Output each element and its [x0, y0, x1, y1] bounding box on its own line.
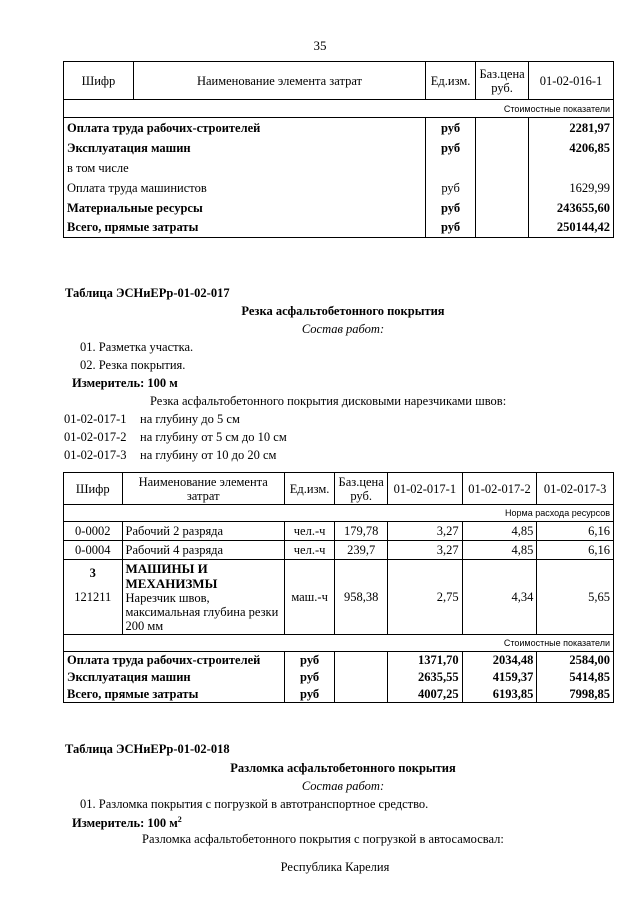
row-value: 1629,99	[529, 178, 614, 198]
measure-unit-sup: 2	[177, 815, 182, 824]
res-value-2: 4,85	[462, 522, 537, 541]
row-price	[476, 178, 529, 198]
row-unit: руб	[426, 138, 476, 158]
row-unit	[426, 158, 476, 178]
cost-unit: руб	[284, 686, 334, 703]
row-unit: руб	[426, 178, 476, 198]
works-title: Состав работ:	[301, 322, 385, 336]
measure-unit: Измеритель: 100 м	[72, 376, 178, 390]
header-rate-col: 01-02-016-1	[529, 62, 614, 100]
row-name: в том числе	[64, 158, 426, 178]
mach-value-3: 5,65	[537, 560, 614, 635]
header-code: Шифр	[64, 62, 134, 100]
mach-value-2: 4,34	[462, 560, 537, 635]
section-title-018: Разломка асфальтобетонного покрытия	[230, 761, 456, 775]
item-text: на глубину от 10 до 20 см	[140, 448, 277, 462]
res-value-2: 4,85	[462, 541, 537, 560]
measure-unit	[72, 815, 182, 831]
row-value	[529, 158, 614, 178]
mach-group-code: 3	[89, 566, 96, 580]
header-price: Баз.цена руб.	[476, 62, 529, 100]
res-value-1: 3,27	[388, 541, 463, 560]
page-number: 35	[313, 38, 327, 53]
mach-group-title: МАШИНЫ И МЕХАНИЗМЫ	[125, 561, 218, 591]
table-label-017: Таблица ЭСНиЕРр-01-02-017	[65, 286, 230, 300]
row-price	[476, 158, 529, 178]
row-price	[476, 138, 529, 158]
measure-unit-text: Измеритель: 100 м	[72, 816, 178, 831]
cost-value-2: 2034,48	[462, 652, 537, 669]
item-code: 01-02-017-3	[64, 448, 127, 462]
cost-value-1: 2635,55	[388, 669, 463, 686]
header-rate-1: 01-02-017-1	[388, 473, 463, 505]
res-unit: чел.-ч	[284, 522, 334, 541]
res-value-3: 6,16	[537, 541, 614, 560]
res-name: Рабочий 2 разряда	[122, 522, 284, 541]
work-item: 01. Разломка покрытия с погрузкой в автотранспортное средство.	[80, 797, 429, 811]
header-code: Шифр	[64, 473, 123, 505]
works-title: Состав работ:	[301, 779, 385, 793]
row-value: 4206,85	[529, 138, 614, 158]
page-footer: Республика Карелия	[280, 860, 390, 874]
mach-unit: маш.-ч	[284, 560, 334, 635]
header-name: Наименование элемента затрат	[122, 473, 284, 505]
section-resource-norms: Норма расхода ресурсов	[64, 505, 614, 522]
section-title-017: Резка асфальтобетонного покрытия	[241, 304, 445, 318]
row-unit: руб	[426, 198, 476, 218]
row-name: Оплата труда машинистов	[64, 178, 426, 198]
row-name: Всего, прямые затраты	[64, 218, 426, 238]
res-price: 179,78	[335, 522, 388, 541]
row-price	[476, 198, 529, 218]
work-item: 02. Резка покрытия.	[80, 358, 186, 372]
table-label-018: Таблица ЭСНиЕРр-01-02-018	[65, 742, 230, 756]
row-price	[476, 118, 529, 138]
mach-cell-code	[64, 560, 123, 635]
res-code: 0-0004	[64, 541, 123, 560]
cost-value-3: 5414,85	[537, 669, 614, 686]
cost-value-1: 4007,25	[388, 686, 463, 703]
description: Резка асфальтобетонного покрытия дисковыми нарезчиками швов:	[150, 394, 507, 408]
row-value: 2281,97	[529, 118, 614, 138]
cost-name: Эксплуатация машин	[64, 669, 285, 686]
res-value-3: 6,16	[537, 522, 614, 541]
cost-value-1: 1371,70	[388, 652, 463, 669]
row-value: 243655,60	[529, 198, 614, 218]
cost-unit: руб	[284, 652, 334, 669]
row-unit: руб	[426, 118, 476, 138]
res-name: Рабочий 4 разряда	[122, 541, 284, 560]
cost-price	[335, 669, 388, 686]
cost-unit: руб	[284, 669, 334, 686]
mach-cell-name	[122, 560, 284, 635]
res-price: 239,7	[335, 541, 388, 560]
res-unit: чел.-ч	[284, 541, 334, 560]
cost-table-016	[63, 61, 614, 238]
item-code: 01-02-017-2	[64, 430, 127, 444]
cost-value-2: 6193,85	[462, 686, 537, 703]
row-name: Материальные ресурсы	[64, 198, 426, 218]
header-name: Наименование элемента затрат	[133, 62, 425, 100]
work-item: 01. Разметка участка.	[80, 340, 194, 354]
cost-price	[335, 652, 388, 669]
mach-code: 121211	[74, 590, 112, 604]
res-code: 0-0002	[64, 522, 123, 541]
row-value: 250144,42	[529, 218, 614, 238]
row-price	[476, 218, 529, 238]
header-rate-3: 01-02-017-3	[537, 473, 614, 505]
item-text: на глубину до 5 см	[140, 412, 240, 426]
mach-price: 958,38	[335, 560, 388, 635]
mach-value-1: 2,75	[388, 560, 463, 635]
description: Разломка асфальтобетонного покрытия с погрузкой в автосамосвал:	[142, 832, 504, 846]
row-name: Эксплуатация машин	[64, 138, 426, 158]
cost-value-3: 2584,00	[537, 652, 614, 669]
header-price: Баз.цена руб.	[335, 473, 388, 505]
cost-value-2: 4159,37	[462, 669, 537, 686]
section-cost-indicators: Стоимостные показатели	[64, 100, 614, 118]
item-text: на глубину от 5 см до 10 см	[140, 430, 287, 444]
row-unit: руб	[426, 218, 476, 238]
cost-value-3: 7998,85	[537, 686, 614, 703]
cost-price	[335, 686, 388, 703]
res-value-1: 3,27	[388, 522, 463, 541]
cost-name: Оплата труда рабочих-строителей	[64, 652, 285, 669]
header-unit: Ед.изм.	[284, 473, 334, 505]
header-rate-2: 01-02-017-2	[462, 473, 537, 505]
resource-table-017	[63, 472, 614, 703]
section-cost-indicators: Стоимостные показатели	[64, 635, 614, 652]
header-unit: Ед.изм.	[426, 62, 476, 100]
item-code: 01-02-017-1	[64, 412, 127, 426]
cost-name: Всего, прямые затраты	[64, 686, 285, 703]
row-name: Оплата труда рабочих-строителей	[64, 118, 426, 138]
mach-name: Нарезчик швов, максимальная глубина резки 200 мм	[125, 591, 279, 633]
